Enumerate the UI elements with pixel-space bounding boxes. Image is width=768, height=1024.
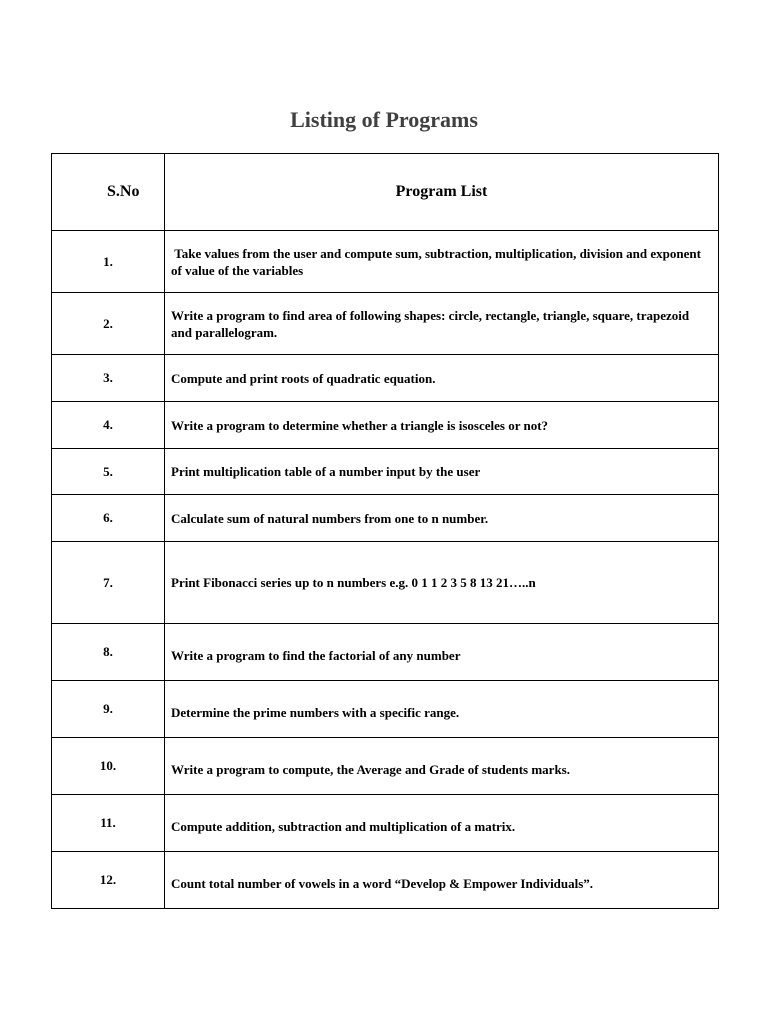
row-program: Compute addition, subtraction and multiplication of a matrix.: [165, 795, 719, 852]
table-row: [52, 402, 719, 449]
row-number: 11.: [52, 795, 165, 852]
table-row: [52, 542, 719, 624]
table-row: [52, 449, 719, 495]
row-program: Write a program to find area of following shapes: circle, rectangle, triangle, square, trapezoid and parallelogram.: [165, 293, 719, 355]
table-header-row: [52, 154, 719, 231]
row-program: Determine the prime numbers with a specific range.: [165, 681, 719, 738]
table-row: [52, 231, 719, 293]
row-number: 3.: [52, 355, 165, 402]
row-program: Calculate sum of natural numbers from one to n number.: [165, 495, 719, 542]
programs-table: [51, 153, 719, 909]
row-program: Print multiplication table of a number input by the user: [165, 449, 719, 495]
row-program: Count total number of vowels in a word “Develop & Empower Individuals”.: [165, 852, 719, 909]
table-row: [52, 355, 719, 402]
table-row: [52, 495, 719, 542]
row-number: 12.: [52, 852, 165, 909]
row-number: 9.: [52, 681, 165, 738]
row-program: Write a program to find the factorial of any number: [165, 624, 719, 681]
row-number: 7.: [52, 542, 165, 624]
row-number: 2.: [52, 293, 165, 355]
row-number: 1.: [52, 231, 165, 293]
header-program-list: Program List: [165, 154, 719, 231]
row-number: 4.: [52, 402, 165, 449]
page-title: Listing of Programs: [290, 107, 478, 132]
table-row: [52, 795, 719, 852]
row-program: Write a program to determine whether a triangle is isosceles or not?: [165, 402, 719, 449]
table-row: [52, 681, 719, 738]
table-row: [52, 852, 719, 909]
row-number: 6.: [52, 495, 165, 542]
row-program: Compute and print roots of quadratic equation.: [165, 355, 719, 402]
row-number: 8.: [52, 624, 165, 681]
table-row: [52, 738, 719, 795]
row-number: 5.: [52, 449, 165, 495]
row-program: Write a program to compute, the Average and Grade of students marks.: [165, 738, 719, 795]
row-number: 10.: [52, 738, 165, 795]
header-sno: S.No: [52, 154, 165, 231]
table-row: [52, 293, 719, 355]
row-program: Print Fibonacci series up to n numbers e.g. 0 1 1 2 3 5 8 13 21…..n: [165, 542, 719, 624]
row-program: Take values from the user and compute sum, subtraction, multiplication, division and exponent of value of the variables: [165, 231, 719, 293]
table-row: [52, 624, 719, 681]
